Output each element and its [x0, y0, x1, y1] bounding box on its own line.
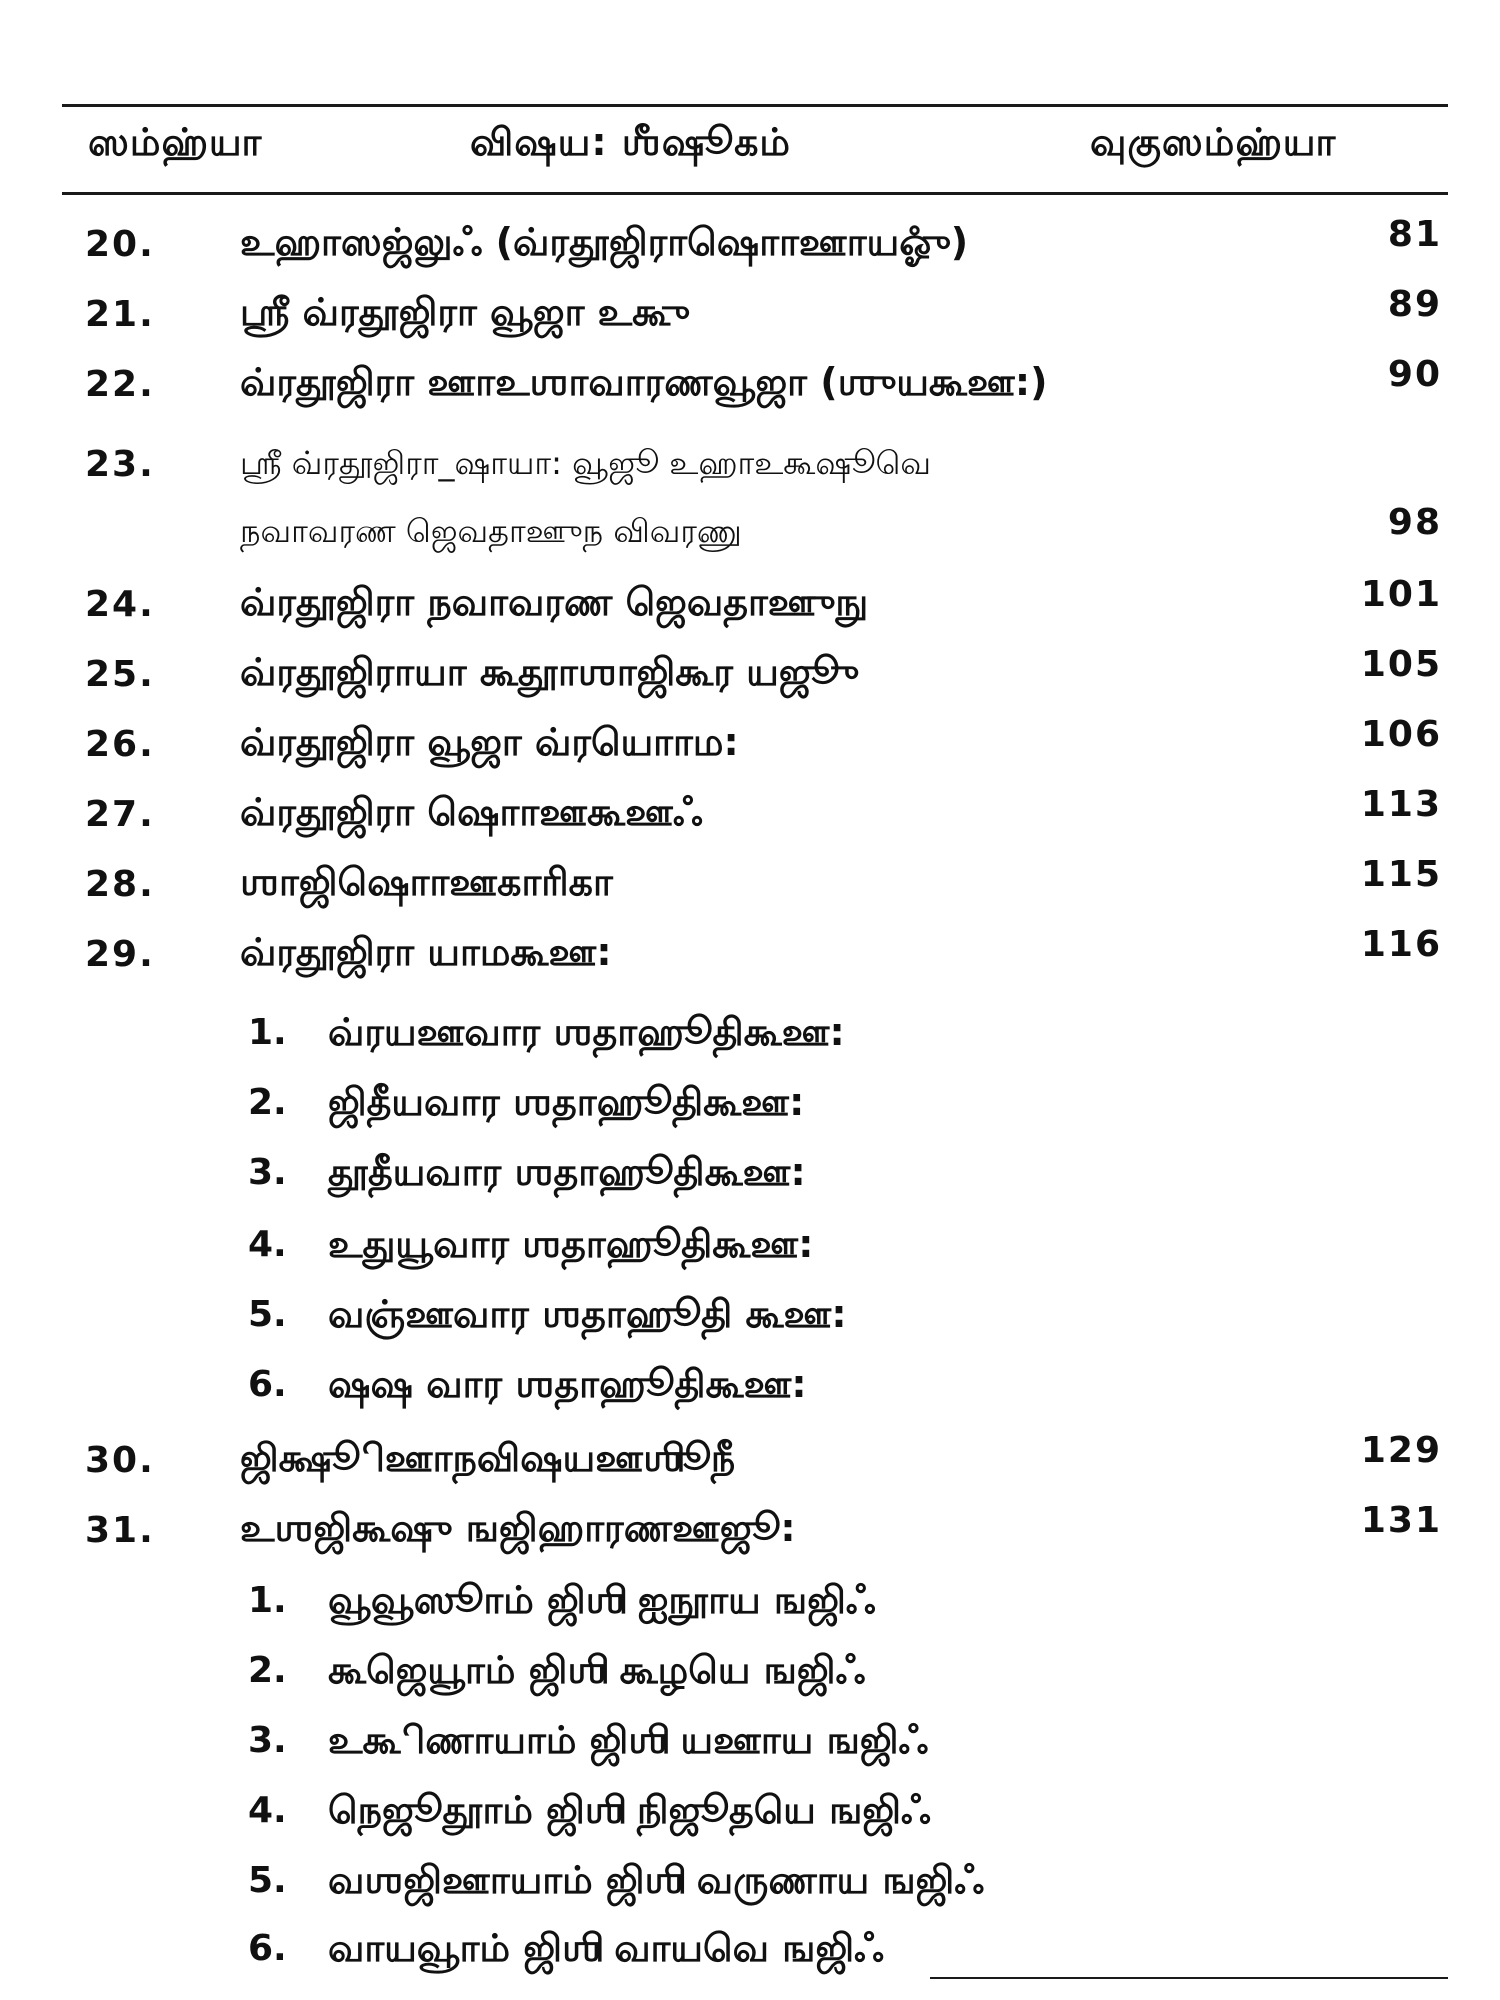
entry-number: 28. — [85, 864, 155, 905]
sub-entry-title: வாயவூாம் ஜிஶி வாயவெ ஙஜிஃ — [328, 1926, 884, 1970]
entry-number: 20. — [85, 224, 155, 265]
entry-number: 31. — [85, 1510, 155, 1551]
sub-entry — [0, 1282, 1500, 1352]
entry-number: 27. — [85, 794, 155, 835]
sub-entry-title: வ்ரயஊவார ஶதாஹூதிகூஊ: — [328, 1010, 845, 1054]
sub-entry-title: உதுயூவார ஶதாஹூதிகூஊ: — [328, 1222, 814, 1266]
entry-title: வ்ரதூஜிரா ஷொாஊகூஊஃ — [240, 790, 703, 834]
sub-entry-title: வஶஜிஊாயாம் ஜிஶி வருணாய ஙஜிஃ — [328, 1858, 985, 1902]
sub-entry-number: 5. — [248, 1294, 287, 1335]
sub-entry-number: 2. — [248, 1082, 287, 1123]
sub-entry — [0, 1638, 1500, 1708]
entry-title: வ்ரதூஜிரா யாமகூஊ: — [240, 930, 612, 974]
entry-page: 98 — [1387, 502, 1442, 543]
sub-entry-title: உகூிணாயாம் ஜிஶி யஊாய ஙஜிஃ — [328, 1718, 929, 1762]
sub-entry-title: வூவூஸூாம் ஜிஶி ஐநூாய ஙஜிஃ — [328, 1578, 876, 1622]
sub-entry-number: 3. — [248, 1720, 287, 1761]
toc-entry — [0, 282, 1500, 352]
entry-page: 129 — [1360, 1430, 1442, 1471]
toc-entry — [0, 352, 1500, 422]
toc-entry — [0, 212, 1500, 282]
entry-title: ஶாஜிஷொாஊகாரிகா — [240, 860, 613, 904]
header-number-label: ஸம்ஹ்யா — [88, 120, 263, 164]
entry-number: 24. — [85, 584, 155, 625]
entry-number: 30. — [85, 1440, 155, 1481]
sub-entry — [0, 1000, 1500, 1070]
entry-title: ஜிக்ஷூிஊாநவிஷயஊஶிூநீ — [240, 1436, 736, 1480]
entry-page: 89 — [1387, 284, 1442, 325]
sub-entry-number: 4. — [248, 1790, 287, 1831]
entry-title: உஶஜிகூஷு ஙஜிஹாரணஊஜூ: — [240, 1506, 796, 1550]
entry-page: 113 — [1360, 784, 1442, 825]
sub-entry-number: 2. — [248, 1650, 287, 1691]
sub-entry-title: ஜிதீயவார ஶதாஹூதிகூஊ: — [328, 1080, 805, 1124]
toc-entry — [0, 1498, 1500, 1568]
entry-title: வ்ரதூஜிரா நவாவரண ஜெவதாஊுநு — [240, 580, 869, 624]
entry-page: 131 — [1360, 1500, 1442, 1541]
toc-entry — [0, 782, 1500, 852]
sub-entry-title: வஞ்ஊவார ஶதாஹூதி கூஊ: — [328, 1292, 847, 1336]
entry-number: 21. — [85, 294, 155, 335]
sub-entry — [0, 1848, 1500, 1918]
header-page-label: வுகுஸம்ஹ்யா — [1090, 120, 1337, 164]
entry-number: 23. — [85, 444, 155, 485]
entry-page: 90 — [1387, 354, 1442, 395]
bottom-rule — [930, 1977, 1448, 1979]
entry-number: 25. — [85, 654, 155, 695]
header-subject-label: விஷய: ஶீஷூகம் — [470, 120, 791, 164]
sub-entry — [0, 1568, 1500, 1638]
entry-number: 22. — [85, 364, 155, 405]
sub-entry-number: 4. — [248, 1224, 287, 1265]
entry-number: 29. — [85, 934, 155, 975]
entry-number: 26. — [85, 724, 155, 765]
toc-entry — [0, 712, 1500, 782]
sub-entry-title: தூதீயவார ஶதாஹூதிகூஊ: — [328, 1150, 806, 1194]
toc-entry — [0, 852, 1500, 922]
sub-entry — [0, 1708, 1500, 1778]
sub-entry-number: 3. — [248, 1152, 287, 1193]
sub-entry-number: 5. — [248, 1860, 287, 1901]
entry-title: உஹாஸஜ்லுஃ (வ்ரதூஜிராஷொாஊாயஓுஂ) — [240, 220, 969, 264]
entry-title: ஸ்ரீ வ்ரதூஜிரா_ஷாயா: வூஜூ உஹாஉகூஷூவெ — [240, 444, 931, 482]
entry-page: 106 — [1360, 714, 1442, 755]
entry-page: 116 — [1360, 924, 1442, 965]
entry-title: வ்ரதூஜிரா ஊாஉஶாவாரணவூஜா (ஶுயகூஊ:) — [240, 360, 1048, 404]
sub-entry — [0, 1916, 1500, 1986]
sub-entry-title: நெஜூதூாம் ஜிஶி நிஜூதயெ ஙஜிஃ — [328, 1788, 931, 1832]
entry-title: வ்ரதூஜிரா வூஜா வ்ரயொாம: — [240, 720, 739, 764]
entry-title: ஸ்ரீ வ்ரதூஜிரா வூஜா உகூு — [240, 290, 691, 334]
entry-page: 105 — [1360, 644, 1442, 685]
toc-entry — [0, 642, 1500, 712]
entry-title: வ்ரதூஜிராயா கூதூாஶாஜிகூர யஜூு — [240, 650, 860, 694]
sub-entry — [0, 1352, 1500, 1422]
header-rule — [62, 192, 1448, 195]
sub-entry-number: 6. — [248, 1928, 287, 1969]
entry-page: 101 — [1360, 574, 1442, 615]
toc-entry-continued — [0, 500, 1500, 570]
toc-entry — [0, 1428, 1500, 1498]
sub-entry-title: கூஜெயூாம் ஜிஶி கூழயெ ஙஜிஃ — [328, 1648, 866, 1692]
top-rule — [62, 104, 1448, 107]
entry-page: 81 — [1387, 214, 1442, 255]
sub-entry — [0, 1070, 1500, 1140]
sub-entry — [0, 1140, 1500, 1210]
sub-entry — [0, 1212, 1500, 1282]
sub-entry-title: ஷஷ வார ஶதாஹூதிகூஊ: — [328, 1362, 807, 1406]
sub-entry-number: 1. — [248, 1580, 287, 1621]
sub-entry — [0, 1778, 1500, 1848]
sub-entry-number: 6. — [248, 1364, 287, 1405]
entry-title: நவாவரண ஜெவதாஊுந விவரணு — [240, 512, 742, 550]
toc-entry — [0, 922, 1500, 992]
entry-page: 115 — [1360, 854, 1442, 895]
toc-entry — [0, 432, 1500, 502]
sub-entry-number: 1. — [248, 1012, 287, 1053]
toc-entry — [0, 572, 1500, 642]
